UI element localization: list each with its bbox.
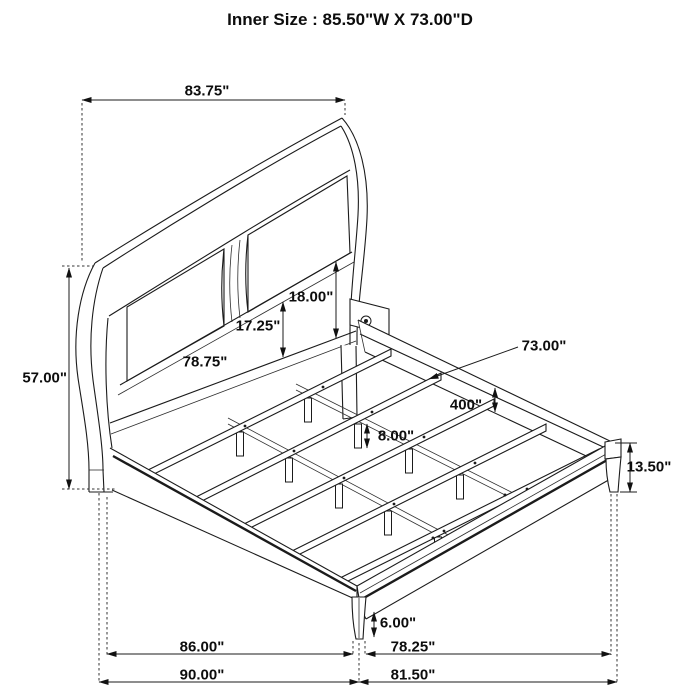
dim-panel-drop-right: 18.00"	[288, 288, 334, 306]
dim-frame-width: 86.00"	[179, 638, 225, 656]
footboard-rail	[357, 442, 619, 619]
dim-side-rail-height: 13.50"	[626, 458, 672, 476]
dim-slat-leg-height: 8.00"	[377, 427, 415, 445]
dim-headboard-inner-width: 78.75"	[182, 353, 228, 371]
dim-panel-drop-left: 17.25"	[235, 317, 281, 335]
dim-overall-depth: 81.50"	[390, 666, 436, 684]
dim-headboard-width: 83.75"	[184, 82, 230, 100]
dim-rail-gap: 400"	[449, 396, 483, 414]
dim-overall-width: 90.00"	[179, 666, 225, 684]
dim-front-leg-height: 6.00"	[379, 614, 417, 632]
dim-slat-length: 73.00"	[521, 337, 567, 355]
page-title: Inner Size : 85.50"W X 73.00"D	[227, 10, 473, 29]
right-corner-leg	[605, 439, 621, 492]
headboard	[76, 118, 389, 492]
slats	[148, 349, 599, 585]
dim-frame-depth: 78.25"	[390, 638, 436, 656]
front-leg	[352, 597, 366, 639]
dim-headboard-height: 57.00"	[22, 369, 67, 387]
left-side-rail	[110, 448, 357, 600]
